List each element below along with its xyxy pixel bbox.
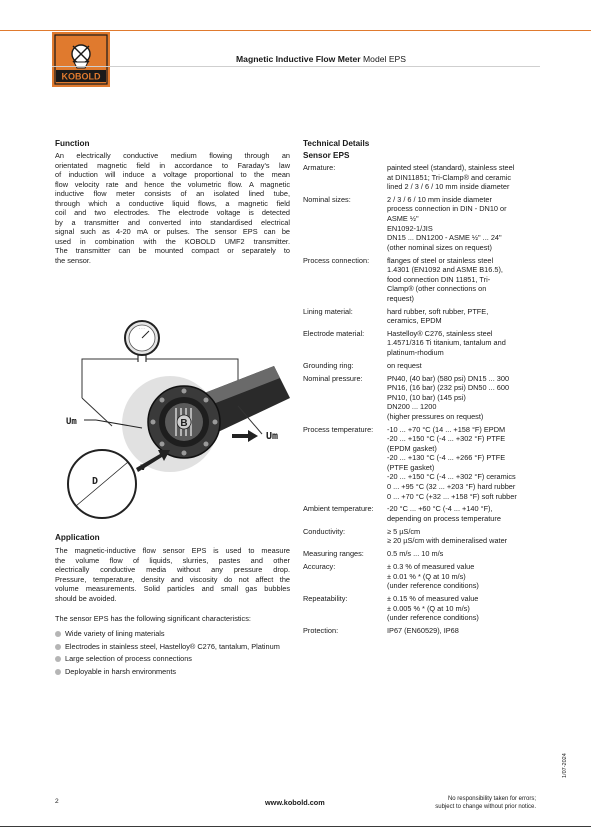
spec-value-line: 0.5 m/s ... 10 m/s <box>387 549 444 559</box>
footer-url[interactable]: www.kobold.com <box>265 798 325 807</box>
label-b: B <box>180 418 188 429</box>
header-accent-line <box>0 30 591 31</box>
spec-value-line: ASME ½" <box>387 214 419 224</box>
spec-value-line: DN200 ... 1200 <box>387 402 437 412</box>
page-number: 2 <box>55 798 59 805</box>
footer-disclaimer <box>400 796 536 811</box>
spec-row <box>303 163 543 192</box>
bullet-item <box>55 654 295 664</box>
spec-value-line: -20 ... +150 °C (-4 ... +302 °F) PTFE <box>387 434 506 444</box>
spec-value-line: (under reference conditions) <box>387 613 479 623</box>
spec-label: Armature: <box>303 163 336 172</box>
spec-row <box>303 425 543 501</box>
bullet-item <box>55 629 295 639</box>
application-line: Pressure, temperature, density and viscosity do not affect the <box>55 574 290 584</box>
spec-value-line: 2 / 3 / 6 / 10 mm inside diameter <box>387 194 492 204</box>
characteristics-list <box>55 629 295 679</box>
spec-label: Ambient temperature: <box>303 504 374 514</box>
spec-value <box>387 307 543 326</box>
footer-rule <box>0 826 591 827</box>
spec-value-line: on request <box>387 360 422 370</box>
spec-label: Lining material: <box>303 306 353 316</box>
label-v: v <box>140 462 147 473</box>
function-line: flow velocity rate and hence the volumetric flow. A magnetic <box>55 179 290 189</box>
spec-value <box>387 374 543 422</box>
spec-value <box>387 361 543 371</box>
spec-label: Process connection: <box>303 255 370 265</box>
application-heading: Application <box>55 533 100 542</box>
spec-value-line: ≥ 5 µS/cm <box>387 526 421 536</box>
spec-value-line: PN10, (10 bar) (145 psi) <box>387 392 466 402</box>
spec-label: Process temperature: <box>303 424 374 434</box>
spec-value-line: process connection in DIN - DN10 or <box>387 204 507 214</box>
function-line: coil and two electrodes. The electrode voltage is detected <box>55 208 290 218</box>
function-line: An electrically conductive medium flowing through an <box>55 151 290 160</box>
spec-value-line: ± 0.005 % * (Q at 10 m/s) <box>387 603 470 613</box>
bullet-dot-icon <box>55 644 61 650</box>
spec-row <box>303 374 543 422</box>
label-d: D <box>92 476 99 487</box>
application-intro: The sensor EPS has the following significant characteristics: <box>55 614 251 623</box>
function-line: The transmitter can be mounted compact or separately to <box>55 246 290 256</box>
spec-value-line: -20 °C ... +60 °C (-4 ... +140 °F), <box>387 504 493 514</box>
spec-value-line: platinum-rhodium <box>387 348 444 358</box>
spec-label: Conductivity: <box>303 526 346 536</box>
kobold-logo <box>52 32 110 87</box>
spec-value-line: ± 0.3 % of measured value <box>387 562 475 572</box>
spec-value-line: DN15 ... DN1200 - ASME ½" ... 24" <box>387 233 502 243</box>
spec-value <box>387 425 543 501</box>
bullet-dot-icon <box>55 631 61 637</box>
bullet-item <box>55 667 295 677</box>
spec-label: Nominal pressure: <box>303 373 363 383</box>
function-line: the sensor. <box>55 256 91 266</box>
spec-value-line: PN16, (16 bar) (232 psi) DN50 ... 600 <box>387 383 510 393</box>
logo-text: KOBOLD <box>61 71 101 82</box>
function-line: of induction will induce a voltage proportional to the mean <box>55 170 290 180</box>
flow-principle-illustration <box>52 314 292 526</box>
bullet-text: Wide variety of lining materials <box>65 629 165 638</box>
spec-row <box>303 307 543 326</box>
spec-value-line: -10 ... +70 °C (14 ... +158 °F) EPDM <box>387 424 506 434</box>
spec-label: Grounding ring: <box>303 360 354 370</box>
function-line: orientated magnetic field in accordance to Faraday's law <box>55 160 290 170</box>
function-line: inductive flow meter consists of an isolated lined tube, <box>55 189 290 199</box>
spec-label: Repeatability: <box>303 593 348 603</box>
spec-value-line: IP67 (EN60529), IP68 <box>387 625 459 635</box>
spec-label: Accuracy: <box>303 562 336 572</box>
spec-value-line: flanges of steel or stainless steel <box>387 255 494 265</box>
spec-value <box>387 549 543 559</box>
spec-value <box>387 527 543 546</box>
spec-value <box>387 256 543 304</box>
spec-value-line: PN40, (40 bar) (580 psi) DN15 ... 300 <box>387 373 510 383</box>
spec-row <box>303 626 543 636</box>
spec-value-line: ≥ 20 µS/cm with demineralised water <box>387 536 508 546</box>
spec-value <box>387 594 543 623</box>
function-line: signal such as 4-20 mA or pulses. The sensor EPS can be <box>55 227 290 237</box>
spec-row <box>303 504 543 523</box>
spec-value-line: 1.4301 (EN1092 and ASME B16.5), <box>387 265 503 275</box>
spec-value-line: -20 ... +150 °C (-4 ... +302 °F) ceramics <box>387 472 516 482</box>
technical-heading: Technical Details <box>303 139 370 148</box>
bullet-text: Large selection of process connections <box>65 654 192 664</box>
spec-value-line: ± 0.15 % of measured value <box>387 593 479 603</box>
spec-value-line: 0 ... +70 °C (+32 ... +158 °F) soft rubber <box>387 491 517 501</box>
application-line: electrically conductive media without any pressure drop. <box>55 565 290 575</box>
spec-value-line: painted steel (standard), stainless steel <box>387 163 515 172</box>
spec-value <box>387 562 543 591</box>
svg-text:· · ·: · · · <box>139 327 145 331</box>
spec-value-line: at DIN11851; Tri-Clamp® and ceramic <box>387 172 512 182</box>
spec-row <box>303 256 543 304</box>
spec-row <box>303 361 543 371</box>
spec-value <box>387 504 543 523</box>
application-line: the volume flow of liquids, slurries, pastes and other <box>55 555 290 565</box>
spec-value-line: (PTFE gasket) <box>387 462 435 472</box>
spec-value-line: (under reference conditions) <box>387 581 479 591</box>
spec-value-line: Hastelloy® C276, stainless steel <box>387 328 493 338</box>
spec-value <box>387 195 543 252</box>
spec-value <box>387 163 543 192</box>
spec-value-line: (higher pressures on request) <box>387 411 484 421</box>
spec-value-line: ± 0.01 % * (Q at 10 m/s) <box>387 571 466 581</box>
application-line: should be avoided. <box>55 593 117 603</box>
header-rule <box>52 66 540 67</box>
spec-row <box>303 195 543 252</box>
title-product: Magnetic Inductive Flow Meter <box>236 54 361 64</box>
bullet-text: Deployable in harsh environments <box>65 666 177 676</box>
spec-value-line: hard rubber, soft rubber, PTFE, <box>387 306 489 316</box>
bullet-dot-icon <box>55 669 61 675</box>
spec-value-line: 1.4571/316 Ti titanium, tantalum and <box>387 338 506 348</box>
spec-value-line: (other nominal sizes on request) <box>387 242 492 252</box>
spec-value-line: lined 2 / 3 / 6 / 10 mm inside diameter <box>387 182 510 192</box>
function-line: by a transmitter and converted into standardised electrical <box>55 217 290 227</box>
application-paragraph <box>55 546 290 603</box>
spec-label: Measuring ranges: <box>303 549 364 559</box>
spec-value <box>387 329 543 358</box>
bullet-text: Electrodes in stainless steel, Hastelloy® C276, tantalum, Platinum <box>65 641 280 651</box>
spec-table <box>303 163 543 639</box>
spec-label: Nominal sizes: <box>303 194 351 204</box>
label-um-left: Um <box>66 417 77 427</box>
label-um-right: Um <box>266 431 279 442</box>
spec-value-line: request) <box>387 293 414 303</box>
spec-label: Protection: <box>303 625 339 635</box>
bullet-item <box>55 642 295 652</box>
function-line: used in combination with the KOBOLD UMF2 transmitter. <box>55 236 290 246</box>
function-paragraph <box>55 151 290 266</box>
spec-value-line: depending on process temperature <box>387 513 501 523</box>
spec-row <box>303 594 543 623</box>
spec-value-line: 0 ... +95 °C (32 ... +203 °F) hard rubber <box>387 482 516 492</box>
spec-value-line: (EPDM gasket) <box>387 443 437 453</box>
bullet-dot-icon <box>55 656 61 662</box>
spec-value-line: -20 ... +130 °C (-4 ... +266 °F) PTFE <box>387 453 506 463</box>
disclaimer-line-2: subject to change without prior notice. <box>435 803 536 810</box>
spec-row <box>303 527 543 546</box>
page-title <box>236 54 406 64</box>
application-line: volume measurements. Solid particles and small gas bubbles <box>55 584 290 594</box>
spec-value-line: Clamp® (other connections on <box>387 284 487 294</box>
edition-date: 1/07-2024 <box>562 753 568 778</box>
spec-row <box>303 329 543 358</box>
spec-label: Electrode material: <box>303 328 365 338</box>
sensor-subheading: Sensor EPS <box>303 151 350 160</box>
spec-value-line: EN1092-1/JIS <box>387 223 433 233</box>
spec-value-line: food connection DIN 11851, Tri- <box>387 274 491 284</box>
spec-value <box>387 626 543 636</box>
spec-row <box>303 549 543 559</box>
function-heading: Function <box>55 139 90 148</box>
spec-value-line: ceramics, EPDM <box>387 316 442 326</box>
disclaimer-line-1: No responsibility taken for errors; <box>447 796 536 802</box>
title-model: Model EPS <box>360 54 407 64</box>
spec-row <box>303 562 543 591</box>
application-line: The magnetic-inductive flow sensor EPS is used to measure <box>55 546 290 555</box>
function-line: through which a conductive liquid flows, a magnetic field <box>55 198 290 208</box>
